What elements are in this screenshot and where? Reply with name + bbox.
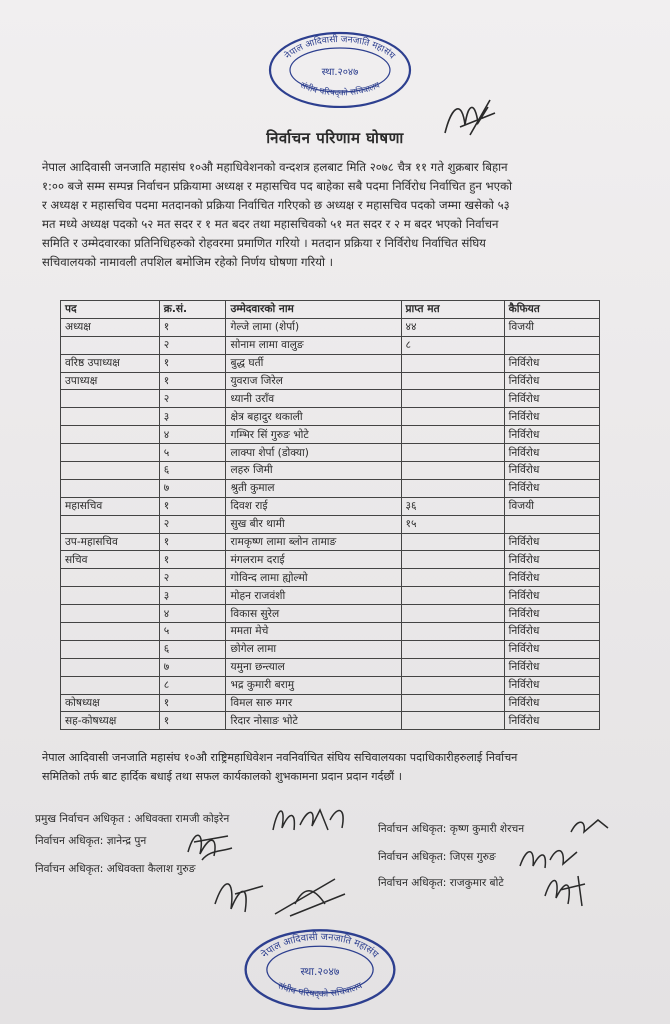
cell-post [61,676,160,694]
cell-remark: निर्विरोध [504,658,599,676]
cell-post: वरिष्ठ उपाध्यक्ष [61,354,160,372]
cell-remark: निर्विरोध [504,533,599,551]
cell-votes [401,372,504,390]
signature-officer-1 [180,822,240,868]
cell-sn: ३ [159,587,226,605]
bottom-seal [240,925,400,1010]
cell-sn: ३ [159,408,226,426]
cell-post: सह-कोषध्यक्ष [61,712,160,730]
cell-remark: निर्विरोध [504,694,599,712]
cell-sn: ५ [159,444,226,462]
cell-votes: ८ [401,336,504,354]
cell-post: अध्यक्ष [61,318,160,336]
table-row [61,336,600,354]
cell-post: सचिव [61,551,160,569]
cell-sn: १ [159,497,226,515]
cell-name: बुद्ध घर्ती [226,354,401,372]
cell-votes [401,712,504,730]
cell-votes [401,658,504,676]
cell-post [61,426,160,444]
table-row [61,462,600,480]
cell-votes [401,354,504,372]
cell-sn: १ [159,694,226,712]
cell-sn: ८ [159,676,226,694]
cell-post [61,462,160,480]
cell-votes [401,605,504,623]
cell-sn: १ [159,533,226,551]
table-row [61,497,600,515]
cell-remark [504,515,599,533]
table-row [61,372,600,390]
cell-remark: निर्विरोध [504,712,599,730]
cell-remark: निर्विरोध [504,587,599,605]
cell-name: ममता मेचे [226,623,401,641]
cell-remark: निर्विरोध [504,426,599,444]
cell-votes [401,694,504,712]
cell-sn: ७ [159,658,226,676]
table-row [61,408,600,426]
seal-center: स्था.२०४७ [321,67,359,78]
table-row [61,533,600,551]
cell-remark: विजयी [504,497,599,515]
cell-remark: निर्विरोध [504,444,599,462]
cell-sn: १ [159,318,226,336]
cell-votes [401,640,504,658]
cell-name: गेल्जे लामा (शेर्पा) [226,318,401,336]
table-row [61,587,600,605]
cell-votes [401,569,504,587]
cell-sn: ५ [159,623,226,641]
header-votes: प्राप्त मत [401,301,504,319]
cell-remark: निर्विरोध [504,676,599,694]
cell-post [61,444,160,462]
intro-line: समिति र उम्मेदवारका प्रतिनिधिहरुको रोहवरमा प्रमाणित गरियो । मतदान प्रक्रिया र निर्विरोध निर्वाचित संघिय [42,236,486,250]
cell-post: उप-महासचिव [61,533,160,551]
header-remark: कैफियत [504,301,599,319]
cell-remark: निर्विरोध [504,479,599,497]
cell-sn: २ [159,515,226,533]
cell-name: रामकृष्ण लामा ब्लोन तामाङ [226,533,401,551]
cell-post: महासचिव [61,497,160,515]
intro-paragraph [42,158,632,272]
cell-post [61,605,160,623]
cell-sn: १ [159,551,226,569]
intro-line: नेपाल आदिवासी जनजाति महासंघ १०औ महाधिवेशनको वन्दशत्र हलबाट मिति २०७८ चैत्र ११ गते शुक्रबार बिहान [42,160,508,174]
signature-officer-3 [568,814,613,843]
cell-post [61,408,160,426]
cell-votes [401,533,504,551]
cell-sn: १ [159,354,226,372]
table-row [61,623,600,641]
cell-name: दिवश राई [226,497,401,515]
cell-name: छोगेल लामा [226,640,401,658]
cell-remark: निर्विरोध [504,372,599,390]
cell-remark: निर्विरोध [504,551,599,569]
footer-paragraph [42,748,632,786]
svg-text:संघीय परिषद्को सचिवालय [298,80,382,99]
cell-votes [401,676,504,694]
cell-remark: निर्विरोध [504,408,599,426]
table-header-row [61,301,600,319]
cell-remark: निर्विरोध [504,569,599,587]
cell-remark: निर्विरोध [504,354,599,372]
cell-post [61,569,160,587]
cell-name: क्षेत्र बहादुर थकाली [226,408,401,426]
cell-remark: निर्विरोध [504,640,599,658]
cell-votes [401,551,504,569]
table-row [61,551,600,569]
table-row [61,694,600,712]
signatory-chief: प्रमुख निर्वाचन अधिकृत : अधिवक्ता रामजी कोइरेन [35,813,230,825]
intro-line: १:०० बजे सम्म सम्पन्न निर्वाचन प्रक्रियामा अध्यक्ष र महासचिव पद बाहेका सबै पदमा निर्विरोध निर्वाचित हुन भएको [42,179,512,193]
cell-sn: ४ [159,605,226,623]
cell-post: कोषध्यक्ष [61,694,160,712]
cell-votes: ४४ [401,318,504,336]
signature-officer-2 [205,864,355,928]
seal-arc-bottom: संघीय परिषद्को सचिवालय [275,981,365,1000]
cell-votes [401,390,504,408]
cell-remark [504,336,599,354]
cell-name: गम्भिर सिं गुरुङ भोटे [226,426,401,444]
cell-votes: ३६ [401,497,504,515]
cell-name: रिदार नोसाङ भोटे [226,712,401,730]
cell-sn: २ [159,569,226,587]
signature-officer-5 [540,866,595,915]
cell-name: सुख बीर थामी [226,515,401,533]
cell-sn: १ [159,712,226,730]
cell-name: ध्यानी उराँव [226,390,401,408]
signatory-officer-3: निर्वाचन अधिकृत: कृष्ण कुमारी शेरचन [378,823,525,835]
cell-name: लाक्पा शेर्पा (डोक्या) [226,444,401,462]
cell-name: मंगलराम दराई [226,551,401,569]
top-seal [265,28,415,108]
cell-sn: ६ [159,462,226,480]
cell-post [61,623,160,641]
cell-remark: विजयी [504,318,599,336]
table-row [61,658,600,676]
results-table [60,300,600,730]
cell-remark: निर्विरोध [504,623,599,641]
footer-line: नेपाल आदिवासी जनजाति महासंघ १०औ राष्ट्रिमहाधिवेशन नवनिर्वाचित संघिय सचिवालयका पदाधिकारीहरुलाई निर्वाचन [42,751,518,764]
cell-post [61,658,160,676]
seal-arc-top: नेपाल आदिवासी जनजाति महासंघ [283,34,397,62]
header-post: पद [61,301,160,319]
cell-name: विकास सुरेल [226,605,401,623]
page-title: निर्वाचन परिणाम घोषणा [266,129,404,147]
table-row [61,712,600,730]
table-row [61,426,600,444]
cell-sn: २ [159,390,226,408]
table-row [61,569,600,587]
header-sn: क्र.सं. [159,301,226,319]
cell-sn: १ [159,372,226,390]
table-row [61,640,600,658]
cell-name: विमल सारु मगर [226,694,401,712]
table-row [61,318,600,336]
cell-post [61,587,160,605]
cell-name: युवराज जिरेल [226,372,401,390]
signatory-officer-4: निर्वाचन अधिकृत: जिएस गुरुङ [378,851,496,863]
cell-post: उपाध्यक्ष [61,372,160,390]
cell-votes [401,462,504,480]
cell-post [61,479,160,497]
intro-line: मत मध्ये अध्यक्ष पदको ५२ मत सदर र १ मत बदर तथा महासचिवको ५१ मत सदर र २ म बदर भएको निर्वाचन [42,217,499,231]
cell-post [61,336,160,354]
intro-line: र अध्यक्ष र महासचिव पदमा मतदानको प्रक्रिया निर्वाचित गरिएको छ अध्यक्ष र महासचिव पदको जम्मा खसेको ५३ [42,198,510,212]
table-row [61,515,600,533]
cell-votes [401,587,504,605]
signature-chief [268,800,358,844]
cell-post [61,640,160,658]
cell-votes [401,479,504,497]
cell-name: श्रुती कुमाल [226,479,401,497]
cell-remark: निर्विरोध [504,390,599,408]
table-row [61,354,600,372]
cell-post [61,390,160,408]
signatory-officer-1: निर्वाचन अधिकृत: ज्ञानेन्द्र पुन [35,835,147,847]
header-name: उम्मेदवारको नाम [226,301,401,319]
signatory-officer-2: निर्वाचन अधिकृत: अधिवक्ता कैलाश गुरुङ [35,863,196,875]
cell-post [61,515,160,533]
cell-votes: १५ [401,515,504,533]
seal-arc-top: नेपाल आदिवासी जनजाति महासंघ [259,931,381,961]
table-row [61,676,600,694]
table-row [61,444,600,462]
table-row [61,390,600,408]
results-table-body [61,318,600,729]
cell-votes [401,444,504,462]
cell-name: सोनाम लामा वालुङ [226,336,401,354]
cell-name: लहरु जिमी [226,462,401,480]
cell-name: यमुना छन्त्याल [226,658,401,676]
cell-votes [401,623,504,641]
cell-sn: ४ [159,426,226,444]
cell-remark: निर्विरोध [504,605,599,623]
table-row [61,479,600,497]
seal-center: स्था.२०४७ [300,964,340,978]
cell-sn: ६ [159,640,226,658]
cell-sn: ७ [159,479,226,497]
cell-sn: २ [159,336,226,354]
cell-remark: निर्विरोध [504,462,599,480]
table-row [61,605,600,623]
cell-votes [401,426,504,444]
cell-votes [401,408,504,426]
intro-line: सचिवालयको नामावली तपशिल बमोजिम रहेको निर्णय घोषणा गरियो । [42,255,334,269]
footer-line: समितिको तर्फ बाट हार्दिक बधाई तथा सफल कार्यकालको शुभकामना प्रदान प्रदान गर्दछौं । [42,770,402,783]
seal-arc-bottom: संघीय परिषद्को सचिवालय [298,80,382,99]
signatory-officer-5: निर्वाचन अधिकृत: राजकुमार बोटे [378,877,504,889]
cell-name: मोहन राजवंशी [226,587,401,605]
svg-text:संघीय परिषद्को सचिवालय [276,980,365,1000]
cell-name: गोविन्द लामा ह्योल्मो [226,569,401,587]
cell-name: भद्र कुमारी बरामु [226,676,401,694]
